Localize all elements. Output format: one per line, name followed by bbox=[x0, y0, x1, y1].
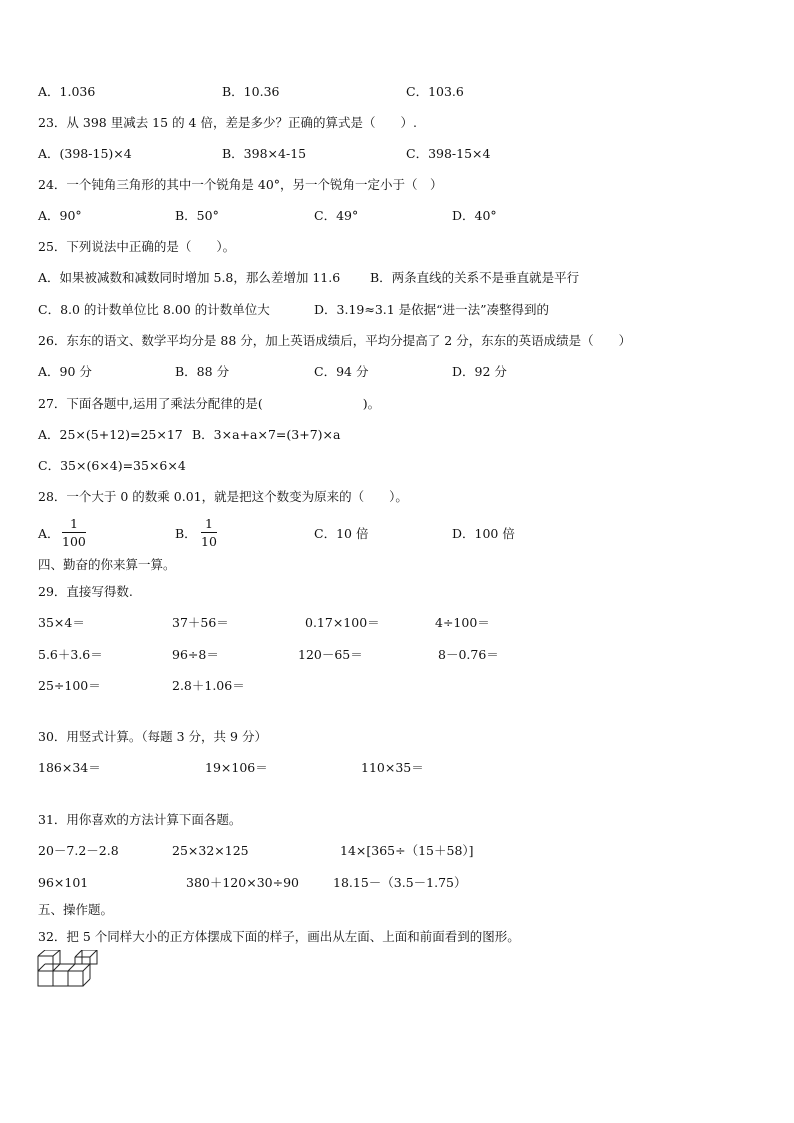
text-line: 30．用竖式计算。（每题 3 分，共 9 分） bbox=[38, 729, 267, 744]
fraction-denominator: 100 bbox=[62, 534, 86, 549]
text-line: 23．从 398 里减去 15 的 4 倍，差是多少？正确的算式是（ ）. bbox=[38, 115, 417, 130]
text-line: D．100 倍 bbox=[452, 526, 515, 541]
text-line: D．92 分 bbox=[452, 364, 507, 379]
text-line: 26．东东的语文、数学平均分是 88 分，加上英语成绩后，平均分提高了 2 分，东东的英语成绩是（ ） bbox=[38, 333, 632, 348]
text-line: 37＋56＝ bbox=[172, 615, 229, 630]
text-line: A．如果被减数和减数同时增加 5.8，那么差增加 11.6 bbox=[38, 270, 341, 285]
text-line: 8－0.76＝ bbox=[438, 647, 499, 662]
text-line: 32．把 5 个同样大小的正方体摆成下面的样子，画出从左面、上面和前面看到的图形。 bbox=[38, 929, 520, 944]
text-line: 380＋120×30÷90 bbox=[186, 875, 299, 890]
text-line: A． bbox=[38, 526, 60, 541]
text-line: A．90 分 bbox=[38, 364, 92, 379]
text-line: A．1.036 bbox=[38, 84, 96, 99]
text-line: 186×34＝ bbox=[38, 760, 101, 775]
text-line: 28．一个大于 0 的数乘 0.01，就是把这个数变为原来的（ ）。 bbox=[38, 489, 408, 504]
fraction bbox=[62, 516, 86, 549]
text-line: 4÷100＝ bbox=[435, 615, 490, 630]
fraction-numerator: 1 bbox=[69, 516, 78, 531]
text-line: 20－7.2－2.8 bbox=[38, 843, 119, 858]
text-line: 24．一个钝角三角形的其中一个锐角是 40°，另一个锐角一定小于（ ） bbox=[38, 177, 443, 192]
text-line: 96×101 bbox=[38, 875, 89, 890]
text-line: B．两条直线的关系不是垂直就是平行 bbox=[370, 270, 580, 285]
text-line: D．40° bbox=[452, 208, 497, 223]
text-line: C．35×(6×4)=35×6×4 bbox=[38, 458, 186, 473]
text-line: 31．用你喜欢的方法计算下面各题。 bbox=[38, 812, 242, 827]
text-line: 25．下列说法中正确的是（ ）。 bbox=[38, 239, 236, 254]
text-line: 25÷100＝ bbox=[38, 678, 101, 693]
text-line: B．398×4-15 bbox=[222, 146, 307, 161]
text-line: D．3.19≈3.1 是依据“进一法”凑整得到的 bbox=[314, 302, 549, 317]
text-line: A．25×(5+12)=25×17 bbox=[38, 427, 183, 442]
text-line: C．103.6 bbox=[406, 84, 464, 99]
text-line: 27．下面各题中,运用了乘法分配律的是( )。 bbox=[38, 396, 381, 411]
text-line: B．50° bbox=[175, 208, 219, 223]
text-line: C．8.0 的计数单位比 8.00 的计数单位大 bbox=[38, 302, 270, 317]
text-line: 110×35＝ bbox=[361, 760, 424, 775]
text-line: A．90° bbox=[38, 208, 82, 223]
text-line: C．49° bbox=[314, 208, 359, 223]
text-line: 96÷8＝ bbox=[172, 647, 219, 662]
fraction-bar bbox=[62, 532, 86, 533]
text-line: C．10 倍 bbox=[314, 526, 369, 541]
text-line: A．(398-15)×4 bbox=[38, 146, 132, 161]
fraction-denominator: 10 bbox=[201, 534, 217, 549]
text-line: B．10.36 bbox=[222, 84, 280, 99]
text-line: 四、勤奋的你来算一算。 bbox=[38, 557, 176, 572]
fraction-numerator: 1 bbox=[204, 516, 213, 531]
text-line: 19×106＝ bbox=[205, 760, 268, 775]
text-line: B．3×a+a×7=(3+7)×a bbox=[192, 427, 341, 442]
text-line: B． bbox=[175, 526, 197, 541]
text-line: 14×[365÷（15＋58）] bbox=[340, 843, 474, 858]
text-line: 35×4＝ bbox=[38, 615, 85, 630]
text-line: C．94 分 bbox=[314, 364, 369, 379]
cube-arrangement-figure bbox=[37, 950, 99, 992]
fraction-bar bbox=[201, 532, 217, 533]
text-line: 五、操作题。 bbox=[38, 902, 114, 917]
text-line: 120－65＝ bbox=[298, 647, 363, 662]
text-line: 18.15－（3.5－1.75） bbox=[333, 875, 467, 890]
text-line: C．398-15×4 bbox=[406, 146, 491, 161]
text-line: 25×32×125 bbox=[172, 843, 249, 858]
text-line: 2.8＋1.06＝ bbox=[172, 678, 245, 693]
text-line: 0.17×100＝ bbox=[305, 615, 380, 630]
fraction bbox=[201, 516, 217, 549]
text-line: 29．直接写得数. bbox=[38, 584, 133, 599]
text-line: 5.6＋3.6＝ bbox=[38, 647, 103, 662]
text-line: B．88 分 bbox=[175, 364, 230, 379]
